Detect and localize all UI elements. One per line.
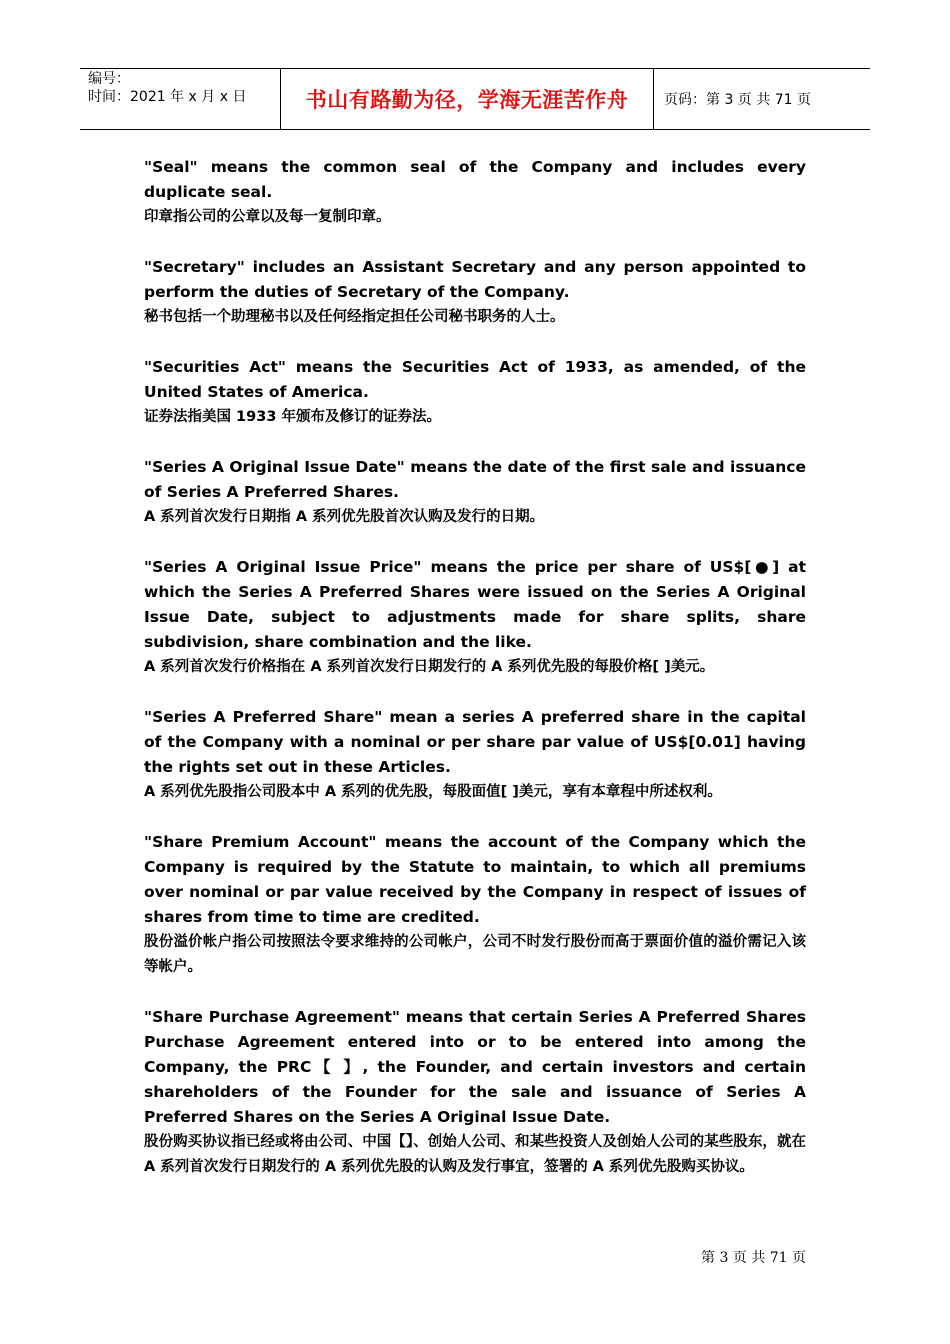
page-footer: 第 3 页 共 71 页 <box>701 1250 806 1266</box>
definition-chinese: A 系列优先股指公司股本中 A 系列的优先股，每股面值[ ]美元，享有本章程中所述权利。 <box>144 784 722 800</box>
definition-entry-original-issue-date <box>144 455 806 530</box>
header-page-info: 页码：第 3 页 共 71 页 <box>664 92 811 108</box>
document-body <box>144 155 806 1205</box>
definition-entry-securities-act <box>144 355 806 430</box>
definition-chinese: 股份购买协议指已经或将由公司、中国【】、创始人公司、和某些投资人及创始人公司的某些股东，就在 A 系列首次发行日期发行的 A 系列优先股的认购及发行事宜，签署的 A 系列优先股购买协议。 <box>144 1134 806 1175</box>
definition-chinese: 股份溢价帐户指公司按照法令要求维持的公司帐户，公司不时发行股份而高于票面价值的溢价需记入该等帐户。 <box>144 934 806 975</box>
definition-english: "Series A Original Issue Price" means the price per share of US$[●] at which the Series A Preferred Shares were issued on the Series A Original Issue Date, subject to adjustments made for share splits, share subdivision, share combination and the like. <box>144 558 806 651</box>
definition-entry-share-purchase-agreement <box>144 1005 806 1180</box>
definition-english: "Series A Preferred Share" mean a series A preferred share in the capital of the Company with a nominal or per share par value of US$[0.01] having the rights set out in these Articles. <box>144 708 806 776</box>
definition-english: "Share Premium Account" means the account of the Company which the Company is required by the Statute to maintain, to which all premiums over nominal or par value received by the Company in respect of issues of shares from time to time are credited. <box>144 833 806 926</box>
definition-entry-seal <box>144 155 806 230</box>
page-header <box>80 68 870 130</box>
definition-english: "Secretary" includes an Assistant Secretary and any person appointed to perform the duties of Secretary of the Company. <box>144 258 806 301</box>
definition-chinese: A 系列首次发行日期指 A 系列优先股首次认购及发行的日期。 <box>144 509 545 525</box>
number-label: 编号： <box>88 71 130 87</box>
definition-chinese: A 系列首次发行价格指在 A 系列首次发行日期发行的 A 系列优先股的每股价格[ ]美元。 <box>144 659 715 675</box>
definition-entry-original-issue-price <box>144 555 806 680</box>
definition-chinese: 秘书包括一个助理秘书以及任何经指定担任公司秘书职务的人士。 <box>144 309 565 325</box>
definition-english: "Seal" means the common seal of the Company and includes every duplicate seal. <box>144 158 806 201</box>
definition-chinese: 印章指公司的公章以及每一复制印章。 <box>144 209 391 225</box>
definition-chinese: 证券法指美国 1933 年颁布及修订的证券法。 <box>144 409 441 425</box>
definition-english: "Share Purchase Agreement" means that certain Series A Preferred Shares Purchase Agreement entered into or to be entered into among the Company, the PRC【 】, the Founder, and certain investors and certain shareholders of the Founder for the sale and issuance of Series A Preferred Shares on the Series A Original Issue Date. <box>144 1008 806 1126</box>
definition-english: "Securities Act" means the Securities Act of 1933, as amended, of the United States of America. <box>144 358 806 401</box>
definition-entry-preferred-share <box>144 705 806 805</box>
time-label: 时间：2021 年 x 月 x 日 <box>88 89 247 105</box>
header-motto: 书山有路勤为径，学海无涯苦作舟 <box>281 69 654 129</box>
definition-entry-secretary <box>144 255 806 330</box>
definition-english: "Series A Original Issue Date" means the date of the first sale and issuance of Series A Preferred Shares. <box>144 458 806 501</box>
header-meta <box>80 69 281 129</box>
definition-entry-share-premium-account <box>144 830 806 980</box>
